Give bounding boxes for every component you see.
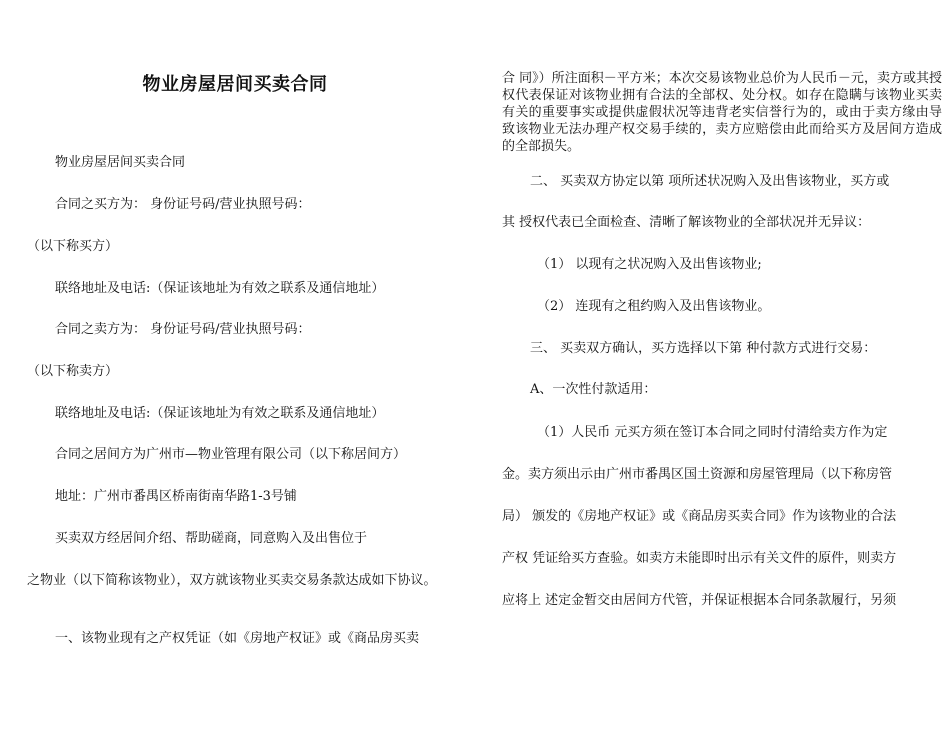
payment-item-one: （1）人民币 元买方须在签订本合同之同时付清给卖方作为定	[537, 425, 888, 440]
seller-contact-line: 联络地址及电话:（保证该地址为有效之联系及通信地址）	[55, 406, 385, 421]
clause-one-continuation: 合 同》）所注面积－平方米；本次交易该物业总价为人民币－元，卖方或其授权代表保证对该物业拥有合法的全部权、处分权。如存在隐瞒与该物业买卖有关的重要事实或提供虚假状况等违背老实信誉行为的，或由于卖方缘由导致该物业无法办理产权交易手续的，卖方应赔偿由此而给买方及居间方造成的全部损失。	[502, 71, 942, 154]
payment-item-one-line-3: 局） 颁发的《房地产权证》或《商品房买卖合同》作为该物业的合法	[502, 509, 897, 524]
seller-line: 合同之卖方为： 身份证号码/营业执照号码：	[55, 322, 311, 337]
payment-method-a: A、一次性付款适用：	[530, 382, 657, 397]
clause-two-continuation: 其 授权代表已全面检查、清晰了解该物业的全部状况并无异议：	[502, 215, 871, 230]
payment-item-one-line-4: 产权 凭证给买方查验。如卖方未能即时出示有关文件的原件，则卖方	[502, 551, 897, 566]
introduction-line: 买卖双方经居间介绍、帮助磋商，同意购入及出售位于	[55, 531, 368, 546]
buyer-line: 合同之买方为： 身份证号码/营业执照号码：	[55, 197, 311, 212]
left-paragraph-heading: 物业房屋居间买卖合同	[55, 155, 186, 170]
broker-address-line: 地址：广州市番禺区桥南街南华路1-3号铺	[55, 489, 297, 504]
agreement-paragraph: 之物业（以下简称该物业），双方就该物业买卖交易条款达成如下协议。	[27, 573, 437, 588]
seller-note: （以下称卖方）	[27, 364, 119, 379]
buyer-contact-line: 联络地址及电话:（保证该地址为有效之联系及通信地址）	[55, 281, 385, 296]
clause-one-start: 一、该物业现有之产权凭证（如《房地产权证》或《商品房买卖	[55, 631, 420, 646]
clause-two-line: 二、 买卖双方协定以第 项所述状况购入及出售该物业，买方或	[530, 174, 890, 189]
clause-three-line: 三、 买卖双方确认，买方选择以下第 种付款方式进行交易：	[530, 341, 877, 356]
option-one: （1） 以现有之状况购入及出售该物业;	[537, 257, 762, 272]
payment-item-one-line-2: 金。卖方须出示由广州市番禺区国土资源和房屋管理局（以下称房管	[502, 467, 893, 482]
payment-item-one-line-5: 应将上 述定金暂交由居间方代管，并保证根据本合同条款履行，另须	[502, 593, 897, 608]
broker-line: 合同之居间方为广州市—物业管理有限公司（以下称居间方）	[55, 447, 407, 462]
option-two: （2） 连现有之租约购入及出售该物业。	[537, 299, 771, 314]
document-title: 物业房屋居间买卖合同	[142, 74, 328, 95]
buyer-note: （以下称买方）	[27, 239, 119, 254]
